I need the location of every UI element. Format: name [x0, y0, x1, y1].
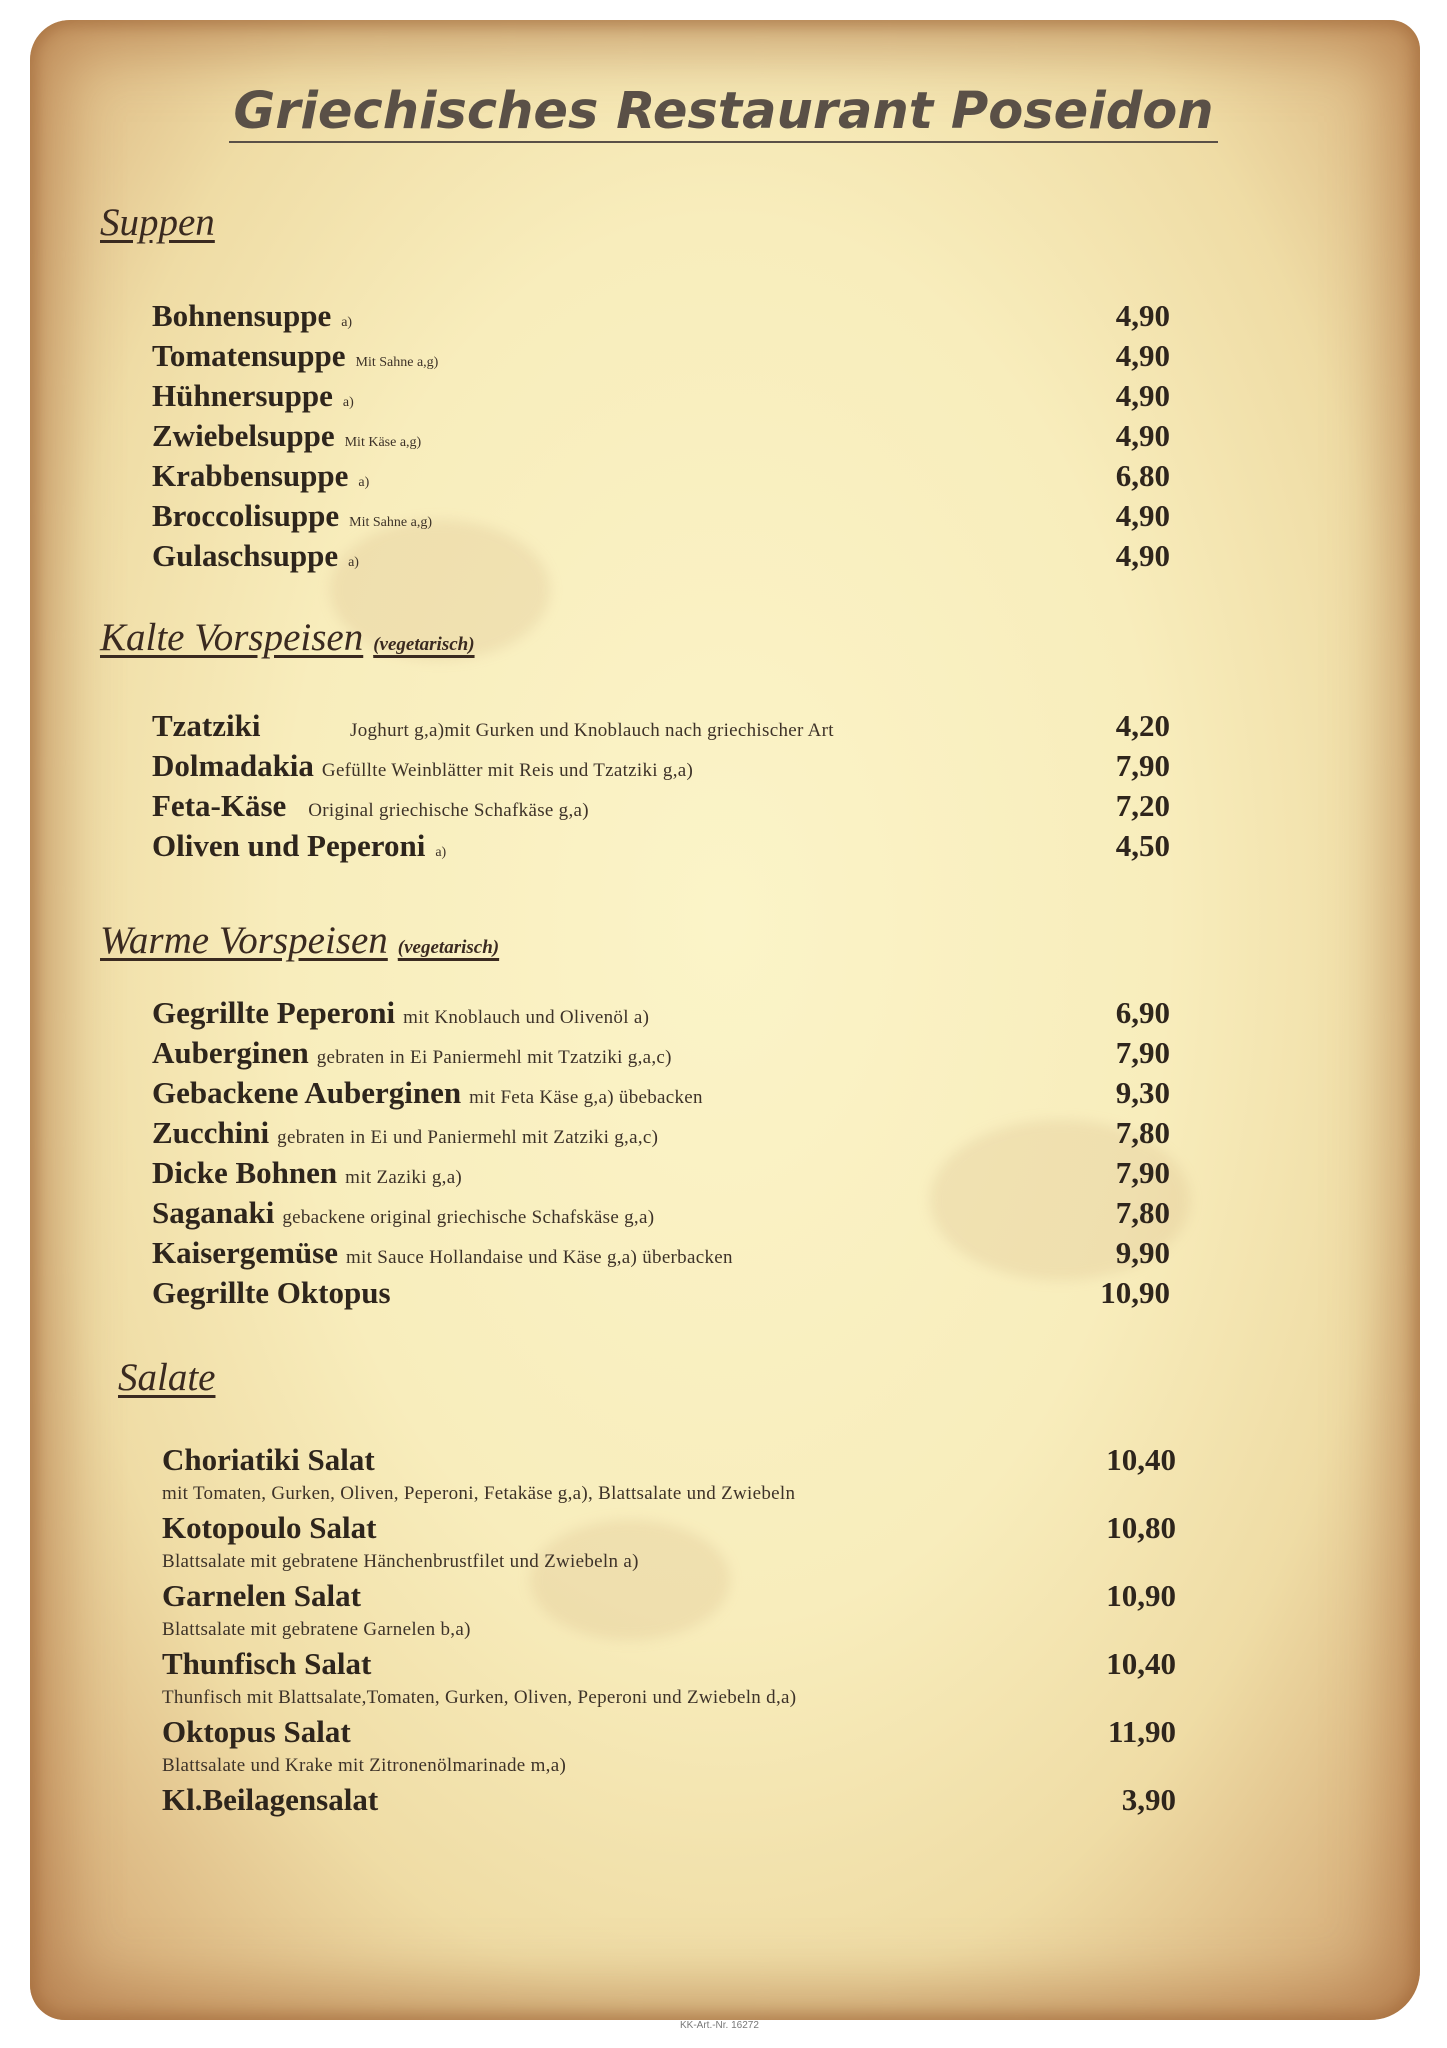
- item-description: Blattsalate mit gebratene Garnelen b,a): [162, 1619, 471, 1640]
- item-name: Kl.Beilagensalat: [162, 1782, 379, 1817]
- item-price: 4,90: [1115, 338, 1170, 373]
- item-price: 4,50: [1115, 828, 1170, 863]
- item-name: Gulaschsuppe: [152, 538, 339, 573]
- section-heading-warme-vorspeisen: Warme Vorspeisen (vegetarisch): [100, 919, 500, 962]
- item-name: Oliven und Peperoni: [152, 828, 426, 863]
- item-name: Kotopoulo Salat: [162, 1510, 377, 1545]
- menu-item: [152, 1035, 1170, 1075]
- section-subheading: (vegetarisch): [373, 634, 475, 655]
- item-name: Tomatensuppe: [152, 338, 346, 373]
- menu-item: [152, 1275, 1170, 1315]
- item-description: mit Tomaten, Gurken, Oliven, Peperoni, Fetakäse g,a), Blattsalate und Zwiebeln: [162, 1483, 796, 1504]
- item-description: Joghurt g,a)mit Gurken und Knoblauch nach griechischer Art: [350, 720, 834, 741]
- item-note: a): [341, 315, 353, 330]
- item-name: Auberginen: [152, 1035, 309, 1070]
- item-note: Mit Käse a,g): [344, 435, 422, 450]
- menu-item: [152, 708, 1170, 748]
- item-description: mit Sauce Hollandaise und Käse g,a) überbacken: [345, 1247, 733, 1268]
- menu-item: [152, 748, 1170, 788]
- menu-item: [162, 1782, 1176, 1822]
- item-note: a): [342, 395, 354, 410]
- item-note: a): [348, 555, 359, 570]
- menu-item: [162, 1510, 1176, 1550]
- menu-item: [152, 788, 1170, 828]
- item-note: a): [358, 475, 370, 490]
- menu-item: [152, 1235, 1170, 1275]
- item-price: 6,90: [1115, 995, 1170, 1030]
- item-price: 10,90: [1100, 1275, 1170, 1310]
- menu-item: [152, 418, 1170, 458]
- item-name: Krabbensuppe: [152, 458, 349, 493]
- item-price: 7,90: [1115, 1155, 1170, 1190]
- item-note: Mit Sahne a,g): [349, 515, 432, 530]
- item-price: 7,90: [1115, 748, 1170, 783]
- item-price: 4,20: [1115, 708, 1170, 743]
- item-name: Dicke Bohnen: [152, 1155, 338, 1190]
- item-name: Hühnersuppe: [152, 378, 333, 413]
- item-description: Gefüllte Weinblätter mit Reis und Tzatziki g,a): [321, 760, 694, 781]
- item-price: 10,40: [1106, 1442, 1176, 1477]
- section-heading-suppen: Suppen: [100, 201, 215, 244]
- item-price: 10,90: [1106, 1578, 1176, 1613]
- item-note: a): [435, 845, 447, 860]
- item-price: 3,90: [1121, 1782, 1176, 1817]
- menu-item: [152, 298, 1170, 338]
- item-price: 4,90: [1115, 418, 1170, 453]
- item-name: Thunfisch Salat: [162, 1646, 372, 1681]
- item-price: 4,90: [1115, 538, 1170, 573]
- menu-item: [152, 1115, 1170, 1155]
- menu-item: [152, 995, 1170, 1035]
- item-description: mit Feta Käse g,a) übebacken: [469, 1087, 703, 1108]
- menu-item: [152, 458, 1170, 498]
- item-price: 9,90: [1115, 1235, 1170, 1270]
- menu-item: [152, 378, 1170, 418]
- item-price: 9,30: [1115, 1075, 1170, 1110]
- item-description: gebraten in Ei und Paniermehl mit Zatziki g,a,c): [277, 1127, 659, 1148]
- item-name: Feta-Käse: [152, 788, 287, 823]
- item-price: 7,20: [1115, 788, 1170, 823]
- item-name: Gegrillte Peperoni: [152, 995, 396, 1030]
- menu-item: [162, 1442, 1176, 1482]
- menu-item: [152, 538, 1170, 578]
- menu-item: [152, 1195, 1170, 1235]
- section-heading-kalte-vorspeisen: Kalte Vorspeisen (vegetarisch): [100, 616, 475, 659]
- menu-item: [152, 498, 1170, 538]
- item-price: 4,90: [1115, 378, 1170, 413]
- item-name: Kaisergemüse: [152, 1235, 338, 1270]
- item-description: Blattsalate mit gebratene Hänchenbrustfilet und Zwiebeln a): [162, 1551, 639, 1572]
- item-name: Zwiebelsuppe: [152, 418, 335, 453]
- item-name: Bohnensuppe: [152, 298, 332, 333]
- item-name: Dolmadakia: [152, 748, 314, 783]
- item-description: mit Knoblauch und Olivenöl a): [403, 1007, 650, 1028]
- item-description: gebackene original griechische Schafskäse g,a): [282, 1207, 655, 1228]
- item-price: 6,80: [1115, 458, 1170, 493]
- restaurant-title-text: Griechisches Restaurant Poseidon: [229, 82, 1217, 143]
- item-price: 10,80: [1106, 1510, 1176, 1545]
- item-description: Original griechische Schafkäse g,a): [308, 800, 589, 821]
- menu-item: [152, 1075, 1170, 1115]
- menu-item: [152, 828, 1170, 868]
- item-description: mit Zaziki g,a): [345, 1167, 463, 1188]
- item-name: Garnelen Salat: [162, 1578, 361, 1613]
- item-price: 7,90: [1115, 1035, 1170, 1070]
- menu-item: [162, 1714, 1176, 1754]
- section-subheading: (vegetarisch): [397, 937, 500, 958]
- menu-item: [152, 338, 1170, 378]
- item-name: Choriatiki Salat: [162, 1442, 375, 1477]
- item-price: 4,90: [1115, 498, 1170, 533]
- restaurant-title: [0, 82, 1447, 141]
- item-description: Thunfisch mit Blattsalate,Tomaten, Gurken, Oliven, Peperoni und Zwiebeln d,a): [162, 1687, 797, 1708]
- item-name: Zucchini: [152, 1115, 270, 1150]
- menu-item: [162, 1578, 1176, 1618]
- item-name: Broccolisuppe: [152, 498, 340, 533]
- item-price: 11,90: [1107, 1714, 1176, 1749]
- item-price: 7,80: [1115, 1195, 1170, 1230]
- item-description: gebraten in Ei Paniermehl mit Tzatziki g,a,c): [316, 1047, 672, 1068]
- item-description: Blattsalate und Krake mit Zitronenölmarinade m,a): [162, 1755, 567, 1776]
- item-name: Oktopus Salat: [162, 1714, 351, 1749]
- item-price: 7,80: [1115, 1115, 1170, 1150]
- item-name: Gebackene Auberginen: [152, 1075, 462, 1110]
- item-price: 4,90: [1115, 298, 1170, 333]
- item-note: Mit Sahne a,g): [355, 355, 439, 370]
- item-name: Gegrillte Oktopus: [152, 1275, 391, 1310]
- item-price: 10,40: [1106, 1646, 1176, 1681]
- item-name: Saganaki: [152, 1195, 275, 1230]
- section-heading-salate: Salate: [118, 1356, 216, 1399]
- menu-item: [162, 1646, 1176, 1686]
- menu-item: [152, 1155, 1170, 1195]
- item-name: Tzatziki: [152, 708, 261, 743]
- article-number: KK-Art.-Nr. 16272: [680, 2020, 759, 2031]
